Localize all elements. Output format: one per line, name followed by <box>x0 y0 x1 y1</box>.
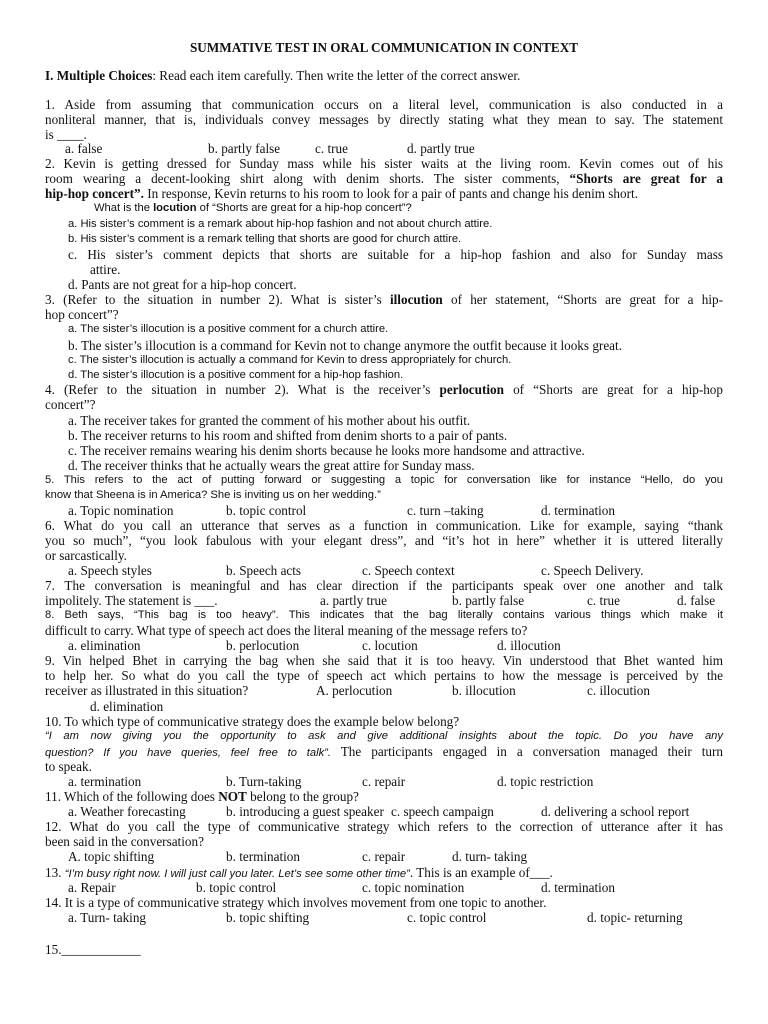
q3-choice-b: b. The sister’s illocution is a command for Kevin not to change anymore the outfit because it looks great. <box>68 338 622 353</box>
q2-choice-a: a. His sister’s comment is a remark about hip-hop fashion and not about church attire. <box>68 218 493 230</box>
q6-text: 6. What do you call an utterance that serves as a function in communication. Like for example, saying “thank <box>45 518 723 533</box>
q10-text: to speak. <box>45 759 92 774</box>
q6-choice-c: c. Speech context <box>362 563 455 578</box>
q5-text: know that Sheena is in America? She is inviting us on her wedding.” <box>45 489 381 501</box>
q1-choice-c: c. true <box>315 141 348 156</box>
q7-choice-a: a. partly true <box>320 593 388 608</box>
q6-choice-a: a. Speech styles <box>68 563 152 578</box>
q13-choice-c: c. topic nomination <box>362 880 465 895</box>
q9-text: 9. Vin helped Bhet in carrying the bag when she said that it is too heavy. Vin understood that Bhet wanted him <box>45 653 723 668</box>
section-instruction: : Read each item carefully. Then write the letter of the correct answer. <box>152 68 521 83</box>
q7-text: 7. The conversation is meaningful and has clear direction if the participants speak over one another and talk <box>45 578 723 593</box>
q5-choice-d: d. termination <box>541 503 615 518</box>
q2-choice-b: b. His sister’s comment is a remark telling that shorts are good for church attire. <box>68 233 462 245</box>
q7-choice-d: d. false <box>677 593 716 608</box>
q10-choice-a: a. termination <box>68 774 142 789</box>
q15-text: 15.____________ <box>45 942 141 957</box>
q6-choice-b: b. Speech acts <box>226 563 302 578</box>
q10-text: 10. To which type of communicative strategy does the example below belong? <box>45 714 460 729</box>
section-label: I. Multiple Choices <box>45 68 153 83</box>
q12-text: 12. What do you call the type of communicative strategy which refers to the correction of utterance after it has <box>45 819 723 834</box>
q7-choice-b: b. partly false <box>452 593 525 608</box>
q11-choice-c: c. speech campaign <box>391 804 494 819</box>
q2-choice-d: d. Pants are not great for a hip-hop concert. <box>68 277 297 292</box>
q12-choice-d: d. turn- taking <box>452 849 528 864</box>
q10-text: question? If you have queries, feel free to talk”. The participants engaged in a conversation managed their turn <box>45 744 724 759</box>
q2-text: hip-hop concert”. In response, Kevin returns to his room to look for a pair of pants and change his denim short. <box>45 186 638 201</box>
q11-text: 11. Which of the following does NOT belong to the group? <box>45 789 359 804</box>
q1-choice-b: b. partly false <box>208 141 281 156</box>
page-title: SUMMATIVE TEST IN ORAL COMMUNICATION IN CONTEXT <box>189 40 579 55</box>
q3-text: hop concert”? <box>45 307 119 322</box>
q4-choice-b: b. The receiver returns to his room and shifted from denim shorts to a pair of pants. <box>68 428 508 443</box>
q12-choice-b: b. termination <box>226 849 300 864</box>
q3-choice-d: d. The sister’s illocution is a positive comment for a hip-hop fashion. <box>68 369 404 381</box>
q12-choice-c: c. repair <box>362 849 406 864</box>
q14-choice-d: d. topic- returning <box>587 910 683 925</box>
q6-text: or sarcastically. <box>45 548 127 563</box>
q10-choice-c: c. repair <box>362 774 406 789</box>
q8-text: 8. Beth says, “This bag is too heavy”. This indicates that the bag literally contains various things which make it <box>45 609 723 621</box>
q4-choice-c: c. The receiver remains wearing his denim shorts because he looks more handsome and attractive. <box>68 443 585 458</box>
q14-choice-c: c. topic control <box>407 910 487 925</box>
q8-text: difficult to carry. What type of speech act does the literal meaning of the message refers to? <box>45 623 528 638</box>
q8-choice-b: b. perlocution <box>226 638 300 653</box>
q3-choice-c: c. The sister’s illocution is actually a command for Kevin to dress appropriately for church. <box>68 354 512 366</box>
q8-choice-d: d. illocution <box>497 638 561 653</box>
q10-quote: “I am now giving you the opportunity to ask and give additional insights about the topic. Do you have any <box>45 730 723 742</box>
q10-choice-d: d. topic restriction <box>497 774 594 789</box>
q9-choice-c: c. illocution <box>587 683 650 698</box>
q8-choice-a: a. elimination <box>68 638 141 653</box>
q4-choice-a: a. The receiver takes for granted the comment of his mother about his outfit. <box>68 413 471 428</box>
q14-text: 14. It is a type of communicative strategy which involves movement from one topic to another. <box>45 895 547 910</box>
q13-choice-d: d. termination <box>541 880 615 895</box>
q11-choice-d: d. delivering a school report <box>541 804 690 819</box>
q6-choice-d: c. Speech Delivery. <box>541 563 644 578</box>
q10-choice-b: b. Turn-taking <box>226 774 302 789</box>
q11-choice-b: b. introducing a guest speaker <box>226 804 384 819</box>
q3-choice-a: a. The sister’s illocution is a positive comment for a church attire. <box>68 323 389 335</box>
section-heading <box>45 68 520 83</box>
q2-choice-c: attire. <box>90 262 121 277</box>
q4-text: 4. (Refer to the situation in number 2). What is the receiver’s perlocution of “Shorts are great for a hip-hop <box>45 382 723 397</box>
q1-text: is ____. <box>45 127 87 142</box>
q1-text: 1. Aside from assuming that communication occurs on a literal level, communication is also conducted in a <box>45 97 723 112</box>
q14-choice-a: a. Turn- taking <box>68 910 147 925</box>
q2-stem: What is the locution of “Shorts are great for a hip-hop concert”? <box>94 202 412 214</box>
q9-choice-b: b. illocution <box>452 683 516 698</box>
q7-choice-c: c. true <box>587 593 620 608</box>
q11-choice-a: a. Weather forecasting <box>68 804 186 819</box>
q5-text: 5. This refers to the act of putting forward or suggesting a topic for conversation like for instance “Hello, do you <box>45 474 723 486</box>
q13-choice-b: b. topic control <box>196 880 277 895</box>
q6-text: you so much”, “you look fabulous with your elegant dress”, and “it’s hot in here” whether it is uttered literally <box>45 533 723 548</box>
q7-text: impolitely. The statement is ___. <box>45 593 218 608</box>
q12-text: been said in the conversation? <box>45 834 204 849</box>
q14-choice-b: b. topic shifting <box>226 910 310 925</box>
q2-choice-c: c. His sister’s comment depicts that shorts are suitable for a hip-hop fashion and also for Sunday mass <box>68 247 723 262</box>
q1-choice-a: a. false <box>65 141 103 156</box>
q5-choice-b: b. topic control <box>226 503 307 518</box>
q1-text: nonliteral manner, that is, individuals convey messages by directly stating what they mean to say. The statement <box>45 112 723 127</box>
q2-text: 2. Kevin is getting dressed for Sunday mass while his sister waits at the living room. Kevin comes out of his <box>45 156 723 171</box>
q8-choice-c: c. locution <box>362 638 418 653</box>
q13-text: 13. “I’m busy right now. I will just call you later. Let’s see some other time”. This is an example of___. <box>45 865 553 880</box>
q2-text: room wearing a decent-looking shirt along with denim shorts. The sister comments, “Shorts are great for a <box>45 171 723 186</box>
q5-choice-c: c. turn –taking <box>407 503 484 518</box>
q9-text: to help her. So what do you call the type of speech act which pertains to how the message is perceived by the <box>45 668 723 683</box>
q4-text: concert”? <box>45 397 96 412</box>
q9-text: receiver as illustrated in this situation? <box>45 683 249 698</box>
q4-choice-d: d. The receiver thinks that he actually wears the great attire for Sunday mass. <box>68 458 475 473</box>
q3-text: 3. (Refer to the situation in number 2). What is sister’s illocution of her statement, “Shorts are great for a hip- <box>45 292 723 307</box>
q5-choice-a: a. Topic nomination <box>68 503 174 518</box>
q9-choice-d: d. elimination <box>90 699 164 714</box>
q9-choice-a: A. perlocution <box>316 683 393 698</box>
q13-choice-a: a. Repair <box>68 880 116 895</box>
q1-choice-d: d. partly true <box>407 141 475 156</box>
q12-choice-a: A. topic shifting <box>68 849 155 864</box>
